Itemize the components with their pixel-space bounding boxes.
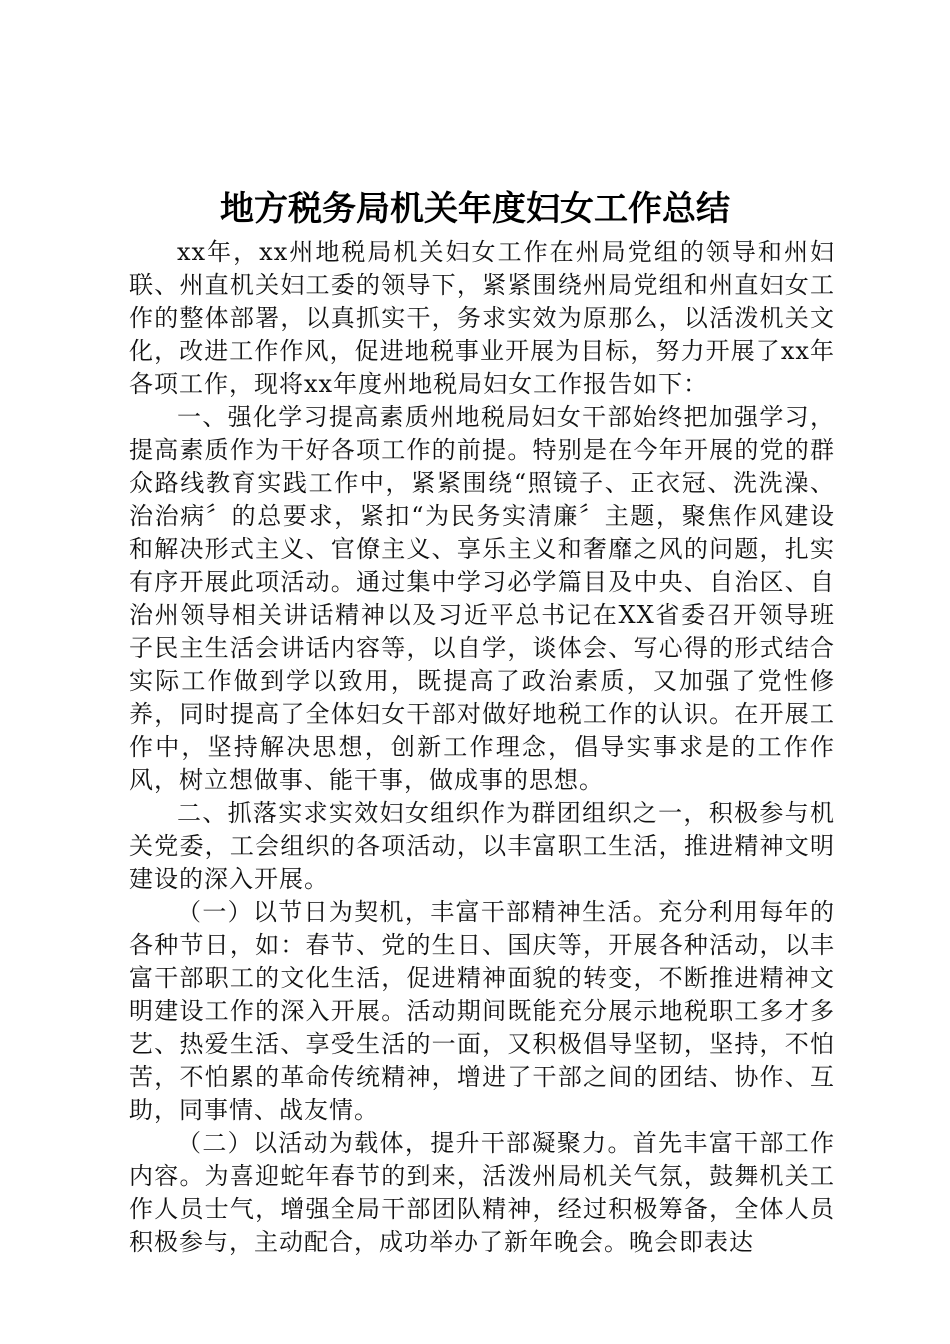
paragraph-section-1: 一、强化学习提高素质州地税局妇女干部始终把加强学习，提高素质作为干好各项工作的前提。特别是在今年开展的党的群众路线教育实践工作中，紧紧围绕“照镜子、正衣冠、洗洗澡、治治病〞的总要求，紧扣“为民务实清廉〞主题，聚焦作风建设和解决形式主义、官僚主义、享乐主义和奢靡之风的问题，扎实有序开展此项活动。通过集中学习必学篇目及中央、自治区、自治州领导相关讲话精神以及习近平总书记在XX省委召开领导班子民主生活会讲话内容等，以自学，谈体会、写心得的形式结合实际工作做到学以致用，既提高了政治素质，又加强了党性修养，同时提高了全体妇女干部对做好地税工作的认识。在开展工作中，坚持解决思想，创新工作理念，倡导实事求是的工作作风，树立想做事、能干事，做成事的思想。 <box>129 403 835 794</box>
document-title: 地方税务局机关年度妇女工作总结 <box>220 189 730 229</box>
paragraph-section-2: 二、抓落实求实效妇女组织作为群团组织之一，积极参与机关党委，工会组织的各项活动，以丰富职工生活，推进精神文明建设的深入开展。 <box>129 799 835 893</box>
paragraph-subsection-1: （一）以节日为契机，丰富干部精神生活。充分利用每年的各种节日，如：春节、党的生日、国庆等，开展各种活动，以丰富干部职工的文化生活，促进精神面貌的转变，不断推进精神文明建设工作的深入开展。活动期间既能充分展示地税职工多才多艺、热爱生活、享受生活的一面，又积极倡导坚韧，坚持，不怕苦，不怕累的革命传统精神，增进了干部之间的团结、协作、互助，同事情、战友情。 <box>129 898 835 1124</box>
paragraph-subsection-2: （二）以活动为载体，提升干部凝聚力。首先丰富干部工作内容。为喜迎蛇年春节的到来，活泼州局机关气氛，鼓舞机关工作人员士气，增强全局干部团队精神，经过积极筹备，全体人员积极参与，主动配合，成功举办了新年晚会。晚会即表达 <box>129 1129 835 1256</box>
document-body <box>129 236 835 1259</box>
paragraph-intro: xx年，xx州地税局机关妇女工作在州局党组的领导和州妇联、州直机关妇工委的领导下，紧紧围绕州局党组和州直妇女工作的整体部署，以真抓实干，务求实效为原那么，以活泼机关文化，改进工作作风，促进地税事业开展为目标，努力开展了xx年各项工作，现将xx年度州地税局妇女工作报告如下： <box>129 238 835 398</box>
